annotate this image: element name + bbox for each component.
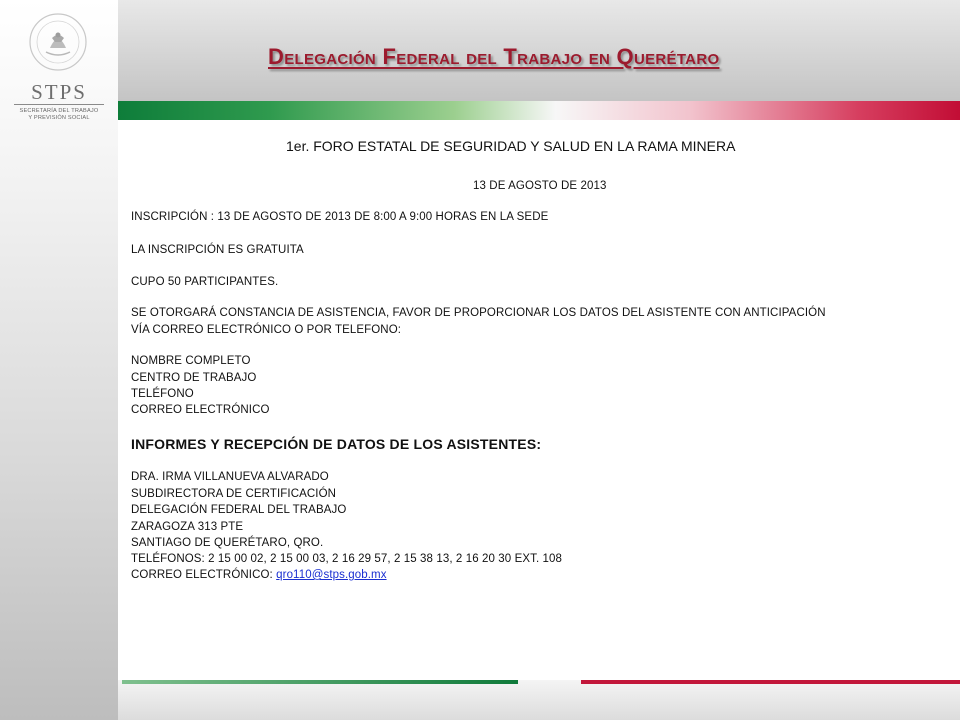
- forum-title: 1er. FORO ESTATAL DE SEGURIDAD Y SALUD EN LA RAMA MINERA: [286, 138, 736, 154]
- flag-color-band: [118, 101, 960, 120]
- required-field-phone: TELÉFONO: [131, 388, 194, 400]
- info-heading: INFORMES Y RECEPCIÓN DE DATOS DE LOS ASISTENTES:: [131, 436, 542, 452]
- contact-phones: TELÉFONOS: 2 15 00 02, 2 15 00 03, 2 16 29 57, 2 15 38 13, 2 16 20 30 EXT. 108: [131, 553, 563, 565]
- event-date: 13 DE AGOSTO DE 2013: [473, 180, 607, 192]
- contact-email-line: [131, 569, 387, 581]
- stps-acronym: STPS: [31, 80, 87, 104]
- certificate-line-2: VÍA CORREO ELECTRÓNICO O POR TELEFONO:: [131, 324, 402, 336]
- registration-info: INSCRIPCIÓN : 13 DE AGOSTO DE 2013 DE 8:00 A 9:00 HORAS EN LA SEDE: [131, 211, 549, 223]
- certificate-line-1: SE OTORGARÁ CONSTANCIA DE ASISTENCIA, FAVOR DE PROPORCIONAR LOS DATOS DEL ASISTENTE CON ANTICIPACIÓN: [131, 307, 826, 319]
- contact-position: SUBDIRECTORA DE CERTIFICACIÓN: [131, 488, 337, 500]
- required-field-email: CORREO ELECTRÓNICO: [131, 404, 270, 416]
- contact-city: SANTIAGO DE QUERÉTARO, QRO.: [131, 537, 324, 549]
- logo-subtitle-line2: Y PREVISIÓN SOCIAL: [28, 115, 90, 121]
- mexican-coat-of-arms-icon: [28, 12, 88, 72]
- contact-street: ZARAGOZA 313 PTE: [131, 521, 244, 533]
- logo-subtitle: [0, 108, 118, 122]
- logo-subtitle-line1: SECRETARÍA DEL TRABAJO: [19, 108, 99, 114]
- email-link[interactable]: qro110@stps.gob.mx: [276, 569, 387, 581]
- contact-name: DRA. IRMA VILLANUEVA ALVARADO: [131, 471, 329, 483]
- required-field-name: NOMBRE COMPLETO: [131, 355, 251, 367]
- slide-content: [118, 120, 960, 680]
- capacity-info: CUPO 50 PARTICIPANTES.: [131, 276, 279, 288]
- required-field-workplace: CENTRO DE TRABAJO: [131, 372, 257, 384]
- footer-band: [118, 680, 960, 720]
- page-title: Delegación Federal del Trabajo en Querétaro: [268, 44, 720, 69]
- header-band: [118, 0, 960, 101]
- left-sidebar: [0, 0, 118, 720]
- contact-office: DELEGACIÓN FEDERAL DEL TRABAJO: [131, 504, 347, 516]
- footer-green-stripe: [122, 680, 518, 684]
- free-registration: LA INSCRIPCIÓN ES GRATUITA: [131, 244, 304, 256]
- footer-red-stripe: [581, 680, 960, 684]
- email-label: CORREO ELECTRÓNICO:: [131, 569, 277, 581]
- logo-divider: [14, 104, 104, 105]
